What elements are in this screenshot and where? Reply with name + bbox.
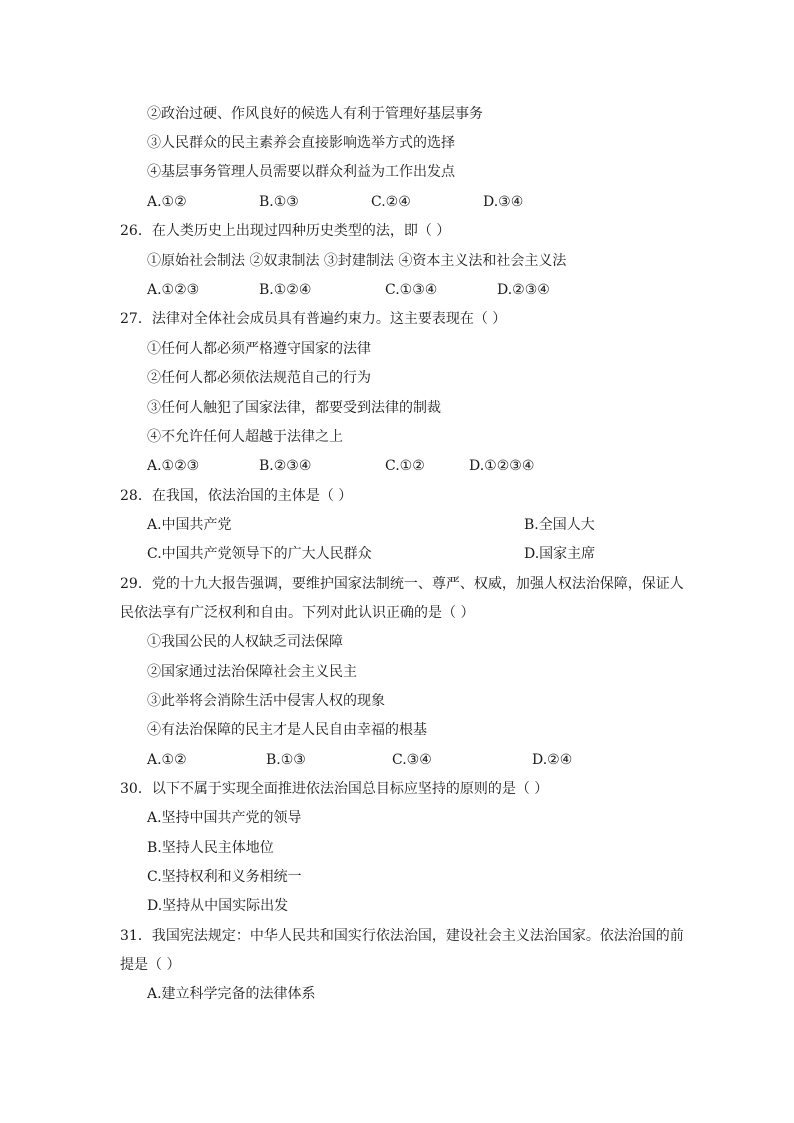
q29-stem-line-1: 29．党的十九大报告强调，要维护国家法制统一、尊严、权威，加强人权法治保障，保证人 bbox=[120, 576, 684, 592]
q25-option-c: C.②④ bbox=[371, 194, 411, 210]
q29-statement-3: ③此举将会消除生活中侵害人权的现象 bbox=[147, 693, 385, 709]
q25-statement-2: ②政治过硬、作风良好的候选人有利于管理好基层事务 bbox=[147, 106, 483, 122]
q30-option-a: A.坚持中国共产党的领导 bbox=[147, 810, 302, 826]
q27-option-c: C.①② bbox=[385, 458, 425, 474]
q28-option-c: C.中国共产党领导下的广大人民群众 bbox=[147, 546, 372, 562]
q27-statement-4: ④不允许任何人超越于法律之上 bbox=[147, 429, 343, 445]
q26-option-d: D.②③④ bbox=[497, 282, 550, 298]
q28-option-b: B.全国人大 bbox=[524, 517, 595, 533]
q29-option-b: B.①③ bbox=[266, 752, 306, 768]
q27-option-d: D.①②③④ bbox=[469, 458, 535, 474]
q25-option-b: B.①③ bbox=[259, 194, 299, 210]
q27-option-a: A.①②③ bbox=[147, 458, 200, 474]
q26-stem: 26．在人类历史上出现过四种历史类型的法，即（ ） bbox=[120, 223, 451, 239]
q31-stem-line-1: 31．我国宪法规定：中华人民共和国实行依法治国，建设社会主义法治国家。依法治国的前 bbox=[120, 928, 684, 944]
q28-stem: 28．在我国，依法治国的主体是（ ） bbox=[120, 488, 353, 504]
q25-option-a: A.①② bbox=[147, 194, 187, 210]
q29-option-d: D.②④ bbox=[532, 752, 573, 768]
q30-option-d: D.坚持从中国实际出发 bbox=[147, 898, 289, 914]
q29-statement-2: ②国家通过法治保障社会主义民主 bbox=[147, 664, 357, 680]
q26-option-a: A.①②③ bbox=[147, 282, 200, 298]
q28-option-d: D.国家主席 bbox=[524, 546, 596, 562]
q29-statement-4: ④有法治保障的民主才是人民自由幸福的根基 bbox=[147, 722, 427, 738]
q27-statement-3: ③任何人触犯了国家法律，都要受到法律的制裁 bbox=[147, 400, 441, 416]
q30-stem: 30．以下不属于实现全面推进依法治国总目标应坚持的原则的是（ ） bbox=[120, 781, 549, 797]
q27-option-b: B.②③④ bbox=[259, 458, 312, 474]
q29-stem-line-2: 民依法享有广泛权利和自由。下列对此认识正确的是（ ） bbox=[120, 605, 475, 621]
q26-option-b: B.①②④ bbox=[259, 282, 312, 298]
q31-stem-line-2: 提是（ ） bbox=[120, 957, 181, 973]
q25-statement-4: ④基层事务管理人员需要以群众利益为工作出发点 bbox=[147, 164, 455, 180]
q29-statement-1: ①我国公民的人权缺乏司法保障 bbox=[147, 634, 343, 650]
q25-statement-3: ③人民群众的民主素养会直接影响选举方式的选择 bbox=[147, 135, 455, 151]
q30-option-c: C.坚持权利和义务相统一 bbox=[147, 869, 302, 885]
q31-option-a: A.建立科学完备的法律体系 bbox=[147, 986, 316, 1002]
q27-statement-1: ①任何人都必须严格遵守国家的法律 bbox=[147, 341, 371, 357]
q27-statement-2: ②任何人都必须依法规范自己的行为 bbox=[147, 370, 371, 386]
q29-option-a: A.①② bbox=[147, 752, 187, 768]
q25-option-d: D.③④ bbox=[483, 194, 524, 210]
q28-option-a: A.中国共产党 bbox=[147, 517, 232, 533]
q29-option-c: C.③④ bbox=[392, 752, 432, 768]
q27-stem: 27．法律对全体社会成员具有普遍约束力。这主要表现在（ ） bbox=[120, 311, 507, 327]
q26-statements: ①原始社会制法 ②奴隶制法 ③封建制法 ④资本主义法和社会主义法 bbox=[147, 253, 567, 269]
q30-option-b: B.坚持人民主体地位 bbox=[147, 840, 274, 856]
q26-option-c: C.①③④ bbox=[385, 282, 438, 298]
